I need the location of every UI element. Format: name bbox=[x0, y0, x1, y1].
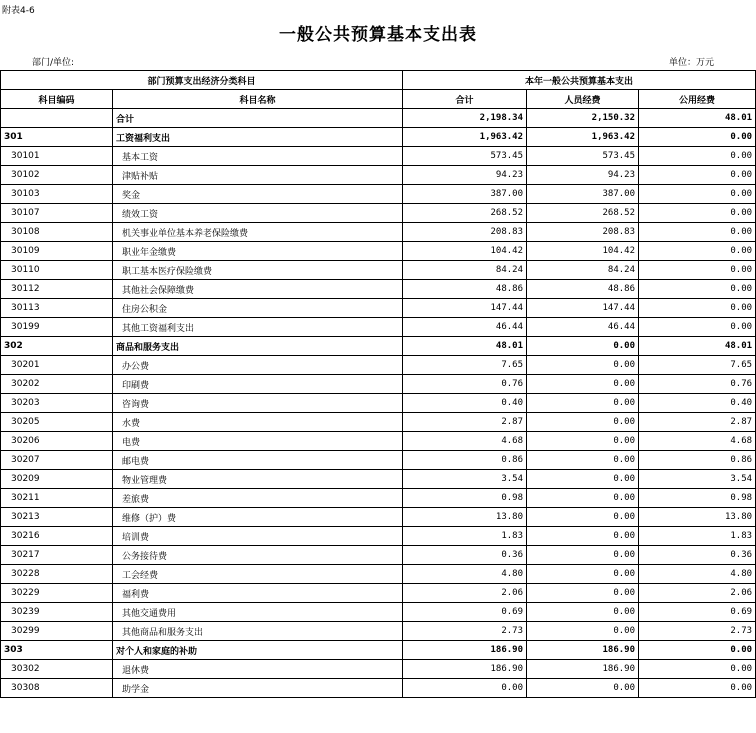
cell-total: 0.98 bbox=[403, 489, 527, 508]
cell-code: 301 bbox=[1, 128, 113, 147]
cell-personnel: 104.42 bbox=[527, 242, 639, 261]
cell-personnel: 0.00 bbox=[527, 394, 639, 413]
cell-public: 1.83 bbox=[639, 527, 756, 546]
cell-total: 46.44 bbox=[403, 318, 527, 337]
cell-public: 0.00 bbox=[639, 147, 756, 166]
table-row bbox=[1, 204, 756, 223]
cell-code: 30202 bbox=[1, 375, 113, 394]
cell-code: 30109 bbox=[1, 242, 113, 261]
cell-total: 13.80 bbox=[403, 508, 527, 527]
group-header-row bbox=[1, 71, 756, 90]
group-header-right: 本年一般公共预算基本支出 bbox=[403, 71, 756, 90]
cell-public: 3.54 bbox=[639, 470, 756, 489]
table-row bbox=[1, 413, 756, 432]
cell-name: 水费 bbox=[113, 413, 403, 432]
cell-code: 30213 bbox=[1, 508, 113, 527]
cell-name: 基本工资 bbox=[113, 147, 403, 166]
table-row bbox=[1, 508, 756, 527]
cell-public: 0.40 bbox=[639, 394, 756, 413]
table-row bbox=[1, 660, 756, 679]
cell-name: 其他商品和服务支出 bbox=[113, 622, 403, 641]
cell-public: 0.00 bbox=[639, 128, 756, 147]
cell-name: 其他社会保障缴费 bbox=[113, 280, 403, 299]
cell-public: 0.00 bbox=[639, 261, 756, 280]
table-row bbox=[1, 394, 756, 413]
cell-total: 4.68 bbox=[403, 432, 527, 451]
cell-public: 0.00 bbox=[639, 641, 756, 660]
cell-total: 186.90 bbox=[403, 641, 527, 660]
cell-name: 邮电费 bbox=[113, 451, 403, 470]
cell-name: 助学金 bbox=[113, 679, 403, 698]
cell-personnel: 84.24 bbox=[527, 261, 639, 280]
cell-name: 退休费 bbox=[113, 660, 403, 679]
cell-personnel: 387.00 bbox=[527, 185, 639, 204]
table-row bbox=[1, 470, 756, 489]
cell-personnel: 0.00 bbox=[527, 546, 639, 565]
cell-public: 0.00 bbox=[639, 204, 756, 223]
table-row bbox=[1, 641, 756, 660]
cell-public: 2.73 bbox=[639, 622, 756, 641]
cell-total: 48.86 bbox=[403, 280, 527, 299]
cell-total: 2.06 bbox=[403, 584, 527, 603]
table-row bbox=[1, 375, 756, 394]
cell-personnel: 0.00 bbox=[527, 603, 639, 622]
cell-name: 公务接待费 bbox=[113, 546, 403, 565]
cell-personnel: 0.00 bbox=[527, 622, 639, 641]
cell-personnel: 0.00 bbox=[527, 470, 639, 489]
cell-public: 48.01 bbox=[639, 337, 756, 356]
cell-name: 合计 bbox=[113, 109, 403, 128]
cell-total: 1,963.42 bbox=[403, 128, 527, 147]
cell-total: 0.00 bbox=[403, 679, 527, 698]
cell-name: 电费 bbox=[113, 432, 403, 451]
cell-public: 7.65 bbox=[639, 356, 756, 375]
cell-personnel: 573.45 bbox=[527, 147, 639, 166]
cell-personnel: 94.23 bbox=[527, 166, 639, 185]
cell-code: 30205 bbox=[1, 413, 113, 432]
cell-personnel: 0.00 bbox=[527, 451, 639, 470]
cell-personnel: 208.83 bbox=[527, 223, 639, 242]
table-body bbox=[1, 109, 756, 698]
cell-personnel: 186.90 bbox=[527, 641, 639, 660]
table-row bbox=[1, 223, 756, 242]
cell-total: 94.23 bbox=[403, 166, 527, 185]
cell-name: 其他工资福利支出 bbox=[113, 318, 403, 337]
cell-name: 咨询费 bbox=[113, 394, 403, 413]
budget-table bbox=[0, 70, 756, 698]
cell-total: 186.90 bbox=[403, 660, 527, 679]
table-row bbox=[1, 147, 756, 166]
column-header-public: 公用经费 bbox=[639, 90, 756, 109]
cell-name: 机关事业单位基本养老保险缴费 bbox=[113, 223, 403, 242]
cell-name: 差旅费 bbox=[113, 489, 403, 508]
cell-total: 387.00 bbox=[403, 185, 527, 204]
cell-code: 30216 bbox=[1, 527, 113, 546]
table-row bbox=[1, 527, 756, 546]
cell-public: 48.01 bbox=[639, 109, 756, 128]
cell-personnel: 0.00 bbox=[527, 584, 639, 603]
cell-name: 工资福利支出 bbox=[113, 128, 403, 147]
cell-total: 104.42 bbox=[403, 242, 527, 261]
cell-code: 30113 bbox=[1, 299, 113, 318]
cell-code: 302 bbox=[1, 337, 113, 356]
cell-code: 30203 bbox=[1, 394, 113, 413]
table-row bbox=[1, 299, 756, 318]
cell-code: 30110 bbox=[1, 261, 113, 280]
cell-personnel: 0.00 bbox=[527, 527, 639, 546]
cell-name: 物业管理费 bbox=[113, 470, 403, 489]
cell-personnel: 1,963.42 bbox=[527, 128, 639, 147]
cell-total: 84.24 bbox=[403, 261, 527, 280]
unit-label: 单位：万元 bbox=[669, 58, 715, 68]
cell-public: 0.98 bbox=[639, 489, 756, 508]
cell-name: 奖金 bbox=[113, 185, 403, 204]
table-row bbox=[1, 603, 756, 622]
cell-public: 0.00 bbox=[639, 223, 756, 242]
table-row bbox=[1, 622, 756, 641]
cell-name: 对个人和家庭的补助 bbox=[113, 641, 403, 660]
cell-public: 0.00 bbox=[639, 299, 756, 318]
cell-code: 30228 bbox=[1, 565, 113, 584]
table-row bbox=[1, 166, 756, 185]
cell-code: 30108 bbox=[1, 223, 113, 242]
cell-name: 培训费 bbox=[113, 527, 403, 546]
cell-name: 维修（护）费 bbox=[113, 508, 403, 527]
table-row bbox=[1, 242, 756, 261]
cell-personnel: 0.00 bbox=[527, 565, 639, 584]
cell-public: 13.80 bbox=[639, 508, 756, 527]
cell-public: 0.76 bbox=[639, 375, 756, 394]
cell-personnel: 147.44 bbox=[527, 299, 639, 318]
cell-name: 职工基本医疗保险缴费 bbox=[113, 261, 403, 280]
cell-total: 3.54 bbox=[403, 470, 527, 489]
cell-name: 其他交通费用 bbox=[113, 603, 403, 622]
cell-code: 303 bbox=[1, 641, 113, 660]
cell-personnel: 46.44 bbox=[527, 318, 639, 337]
cell-code: 30112 bbox=[1, 280, 113, 299]
attachment-label: 附表4-6 bbox=[2, 6, 35, 16]
cell-public: 0.00 bbox=[639, 185, 756, 204]
cell-name: 职业年金缴费 bbox=[113, 242, 403, 261]
cell-name: 商品和服务支出 bbox=[113, 337, 403, 356]
column-header-total: 合计 bbox=[403, 90, 527, 109]
cell-total: 0.76 bbox=[403, 375, 527, 394]
cell-code: 30101 bbox=[1, 147, 113, 166]
cell-total: 2.73 bbox=[403, 622, 527, 641]
cell-total: 48.01 bbox=[403, 337, 527, 356]
cell-code: 30201 bbox=[1, 356, 113, 375]
cell-public: 0.00 bbox=[639, 242, 756, 261]
cell-total: 268.52 bbox=[403, 204, 527, 223]
cell-code: 30299 bbox=[1, 622, 113, 641]
cell-code: 30107 bbox=[1, 204, 113, 223]
cell-total: 2,198.34 bbox=[403, 109, 527, 128]
table-row bbox=[1, 451, 756, 470]
cell-code: 30209 bbox=[1, 470, 113, 489]
cell-personnel: 2,150.32 bbox=[527, 109, 639, 128]
table-row bbox=[1, 679, 756, 698]
cell-total: 0.40 bbox=[403, 394, 527, 413]
cell-name: 住房公积金 bbox=[113, 299, 403, 318]
cell-personnel: 268.52 bbox=[527, 204, 639, 223]
cell-public: 2.06 bbox=[639, 584, 756, 603]
cell-total: 0.69 bbox=[403, 603, 527, 622]
cell-code: 30199 bbox=[1, 318, 113, 337]
cell-total: 7.65 bbox=[403, 356, 527, 375]
cell-personnel: 0.00 bbox=[527, 356, 639, 375]
column-header-name: 科目名称 bbox=[113, 90, 403, 109]
cell-name: 绩效工资 bbox=[113, 204, 403, 223]
cell-code: 30207 bbox=[1, 451, 113, 470]
cell-public: 0.00 bbox=[639, 679, 756, 698]
cell-code: 30102 bbox=[1, 166, 113, 185]
cell-public: 0.69 bbox=[639, 603, 756, 622]
table-row bbox=[1, 261, 756, 280]
column-header-personnel: 人员经费 bbox=[527, 90, 639, 109]
page-title: 一般公共预算基本支出表 bbox=[279, 25, 477, 45]
table-row bbox=[1, 280, 756, 299]
table-row bbox=[1, 185, 756, 204]
table-row bbox=[1, 109, 756, 128]
cell-public: 0.00 bbox=[639, 280, 756, 299]
cell-code: 30206 bbox=[1, 432, 113, 451]
cell-total: 573.45 bbox=[403, 147, 527, 166]
cell-personnel: 0.00 bbox=[527, 337, 639, 356]
cell-public: 4.80 bbox=[639, 565, 756, 584]
column-header-code: 科目编码 bbox=[1, 90, 113, 109]
table-row bbox=[1, 546, 756, 565]
cell-personnel: 186.90 bbox=[527, 660, 639, 679]
cell-total: 0.86 bbox=[403, 451, 527, 470]
group-header-left: 部门预算支出经济分类科目 bbox=[1, 71, 403, 90]
table-row bbox=[1, 565, 756, 584]
cell-personnel: 0.00 bbox=[527, 413, 639, 432]
cell-name: 福利费 bbox=[113, 584, 403, 603]
table-row bbox=[1, 337, 756, 356]
table-row bbox=[1, 128, 756, 147]
cell-code: 30211 bbox=[1, 489, 113, 508]
table-row bbox=[1, 356, 756, 375]
cell-personnel: 0.00 bbox=[527, 679, 639, 698]
cell-name: 办公费 bbox=[113, 356, 403, 375]
department-label: 部门/单位: bbox=[32, 58, 75, 68]
cell-code bbox=[1, 109, 113, 128]
cell-total: 0.36 bbox=[403, 546, 527, 565]
table-row bbox=[1, 489, 756, 508]
cell-public: 0.00 bbox=[639, 660, 756, 679]
table-row bbox=[1, 584, 756, 603]
cell-personnel: 48.86 bbox=[527, 280, 639, 299]
table-row bbox=[1, 432, 756, 451]
cell-code: 30302 bbox=[1, 660, 113, 679]
cell-public: 2.87 bbox=[639, 413, 756, 432]
cell-code: 30229 bbox=[1, 584, 113, 603]
cell-personnel: 0.00 bbox=[527, 432, 639, 451]
cell-code: 30239 bbox=[1, 603, 113, 622]
cell-personnel: 0.00 bbox=[527, 489, 639, 508]
cell-code: 30308 bbox=[1, 679, 113, 698]
cell-name: 津贴补贴 bbox=[113, 166, 403, 185]
cell-total: 1.83 bbox=[403, 527, 527, 546]
cell-public: 0.00 bbox=[639, 318, 756, 337]
cell-name: 印刷费 bbox=[113, 375, 403, 394]
cell-total: 2.87 bbox=[403, 413, 527, 432]
cell-total: 208.83 bbox=[403, 223, 527, 242]
cell-code: 30217 bbox=[1, 546, 113, 565]
column-header-row bbox=[1, 90, 756, 109]
cell-public: 0.36 bbox=[639, 546, 756, 565]
cell-personnel: 0.00 bbox=[527, 375, 639, 394]
cell-code: 30103 bbox=[1, 185, 113, 204]
cell-public: 0.00 bbox=[639, 166, 756, 185]
cell-name: 工会经费 bbox=[113, 565, 403, 584]
cell-total: 4.80 bbox=[403, 565, 527, 584]
cell-public: 0.86 bbox=[639, 451, 756, 470]
cell-public: 4.68 bbox=[639, 432, 756, 451]
table-row bbox=[1, 318, 756, 337]
cell-total: 147.44 bbox=[403, 299, 527, 318]
cell-personnel: 0.00 bbox=[527, 508, 639, 527]
